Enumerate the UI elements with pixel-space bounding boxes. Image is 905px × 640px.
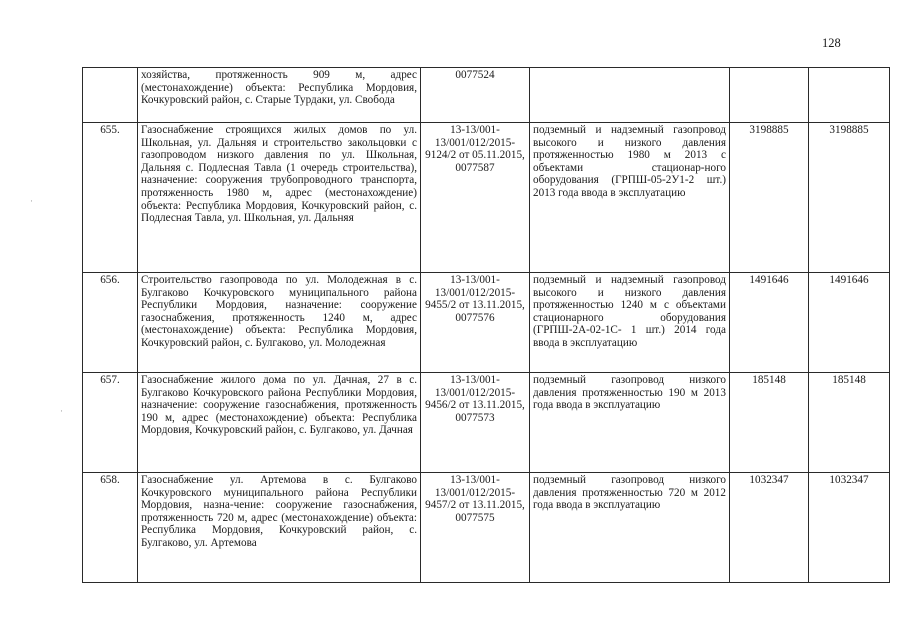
object-name: Газоснабжение строящихся жилых домов по ул. Школьная, ул. Дальняя и строительство закольцовки с газопроводом низкого давления по ул. Школьная, Дальняя с. Подлесная Тавла (1 очередь строительства), назначение: сооружения трубопроводного транспорта, протяженность 1980 м, адрес (местонахождение) объекта: Республика Мордовия, Кочкуровский район, с. Подлесная Тавла, ул. Школьная, ул. Дальняя bbox=[138, 123, 421, 273]
value-cell: 1032347 bbox=[809, 473, 890, 583]
property-register-table bbox=[82, 67, 890, 583]
object-description bbox=[530, 68, 730, 123]
row-number: 658. bbox=[83, 473, 138, 583]
value-cell: 1491646 bbox=[730, 273, 809, 373]
object-name: Газоснабжение ул. Артемова в с. Булгаково Кочкуровского муниципального района Республики Мордовия, назна-чение: сооружение газоснабжения, протяженность 720 м, адрес (местонахождение) объекта: Республика Мордовия, Кочкуровский район, с. Булгаково, ул. Артемова bbox=[138, 473, 421, 583]
registration-record: 13-13/001-13/001/012/2015-9456/2 от 13.11.2015, 0077573 bbox=[421, 373, 530, 473]
object-description: подземный и надземный газопровод высокого и низкого давления протяженностью 1240 м с объектами стационарного оборудования (ГРПШ-2А-02-1С- 1 шт.) 2014 года ввода в эксплуатацию bbox=[530, 273, 730, 373]
registration-record: 13-13/001-13/001/012/2015-9124/2 от 05.11.2015, 0077587 bbox=[421, 123, 530, 273]
margin-mark: · bbox=[30, 196, 33, 206]
object-name: Газоснабжение жилого дома по ул. Дачная, 27 в с. Булгаково Кочкуровского района Республики Мордовия, назначение: сооружение газоснабжения, протяженность 190 м, адрес (местонахождение) объекта: Республика Мордовия, Кочкуровский район, с. Булгаково, ул. Дачная bbox=[138, 373, 421, 473]
registration-record: 0077524 bbox=[421, 68, 530, 123]
table-row bbox=[83, 373, 890, 473]
value-cell bbox=[809, 68, 890, 123]
value-cell bbox=[730, 68, 809, 123]
object-description: подземный газопровод низкого давления протяженностью 720 м 2012 года ввода в эксплуатацию bbox=[530, 473, 730, 583]
value-cell: 1032347 bbox=[730, 473, 809, 583]
table-row bbox=[83, 273, 890, 373]
row-number: 656. bbox=[83, 273, 138, 373]
margin-mark: · bbox=[60, 406, 63, 416]
registration-record: 13-13/001-13/001/012/2015-9455/2 от 13.11.2015, 0077576 bbox=[421, 273, 530, 373]
row-number: 657. bbox=[83, 373, 138, 473]
value-cell: 3198885 bbox=[809, 123, 890, 273]
row-number: 655. bbox=[83, 123, 138, 273]
registration-record: 13-13/001-13/001/012/2015-9457/2 от 13.11.2015, 0077575 bbox=[421, 473, 530, 583]
value-cell: 185148 bbox=[730, 373, 809, 473]
table-row bbox=[83, 123, 890, 273]
value-cell: 1491646 bbox=[809, 273, 890, 373]
value-cell: 3198885 bbox=[730, 123, 809, 273]
table-row bbox=[83, 68, 890, 123]
table-row bbox=[83, 473, 890, 583]
object-name: Строительство газопровода по ул. Молодежная в с. Булгаково Кочкуровского муниципального района Республики Мордовия, назначение: сооружение газоснабжения, протяженность 1240 м, адрес (местонахождение) объекта: Республика Мордовия, Кочкуровский район, с. Булгаково, ул. Молодежная bbox=[138, 273, 421, 373]
object-name: хозяйства, протяженность 909 м, адрес (местонахождение) объекта: Республика Мордовия, Кочкуровский район, с. Старые Турдаки, ул. Свобода bbox=[138, 68, 421, 123]
row-number bbox=[83, 68, 138, 123]
object-description: подземный газопровод низкого давления протяженностью 190 м 2013 года ввода в эксплуатацию bbox=[530, 373, 730, 473]
object-description: подземный и надземный газопровод высокого и низкого давления протяженностью 1980 м 2013 с объектами стационар-ного оборудования (ГРПШ-05-2У1-2 шт.) 2013 года ввода в эксплуатацию bbox=[530, 123, 730, 273]
page-number: 128 bbox=[822, 36, 841, 50]
value-cell: 185148 bbox=[809, 373, 890, 473]
